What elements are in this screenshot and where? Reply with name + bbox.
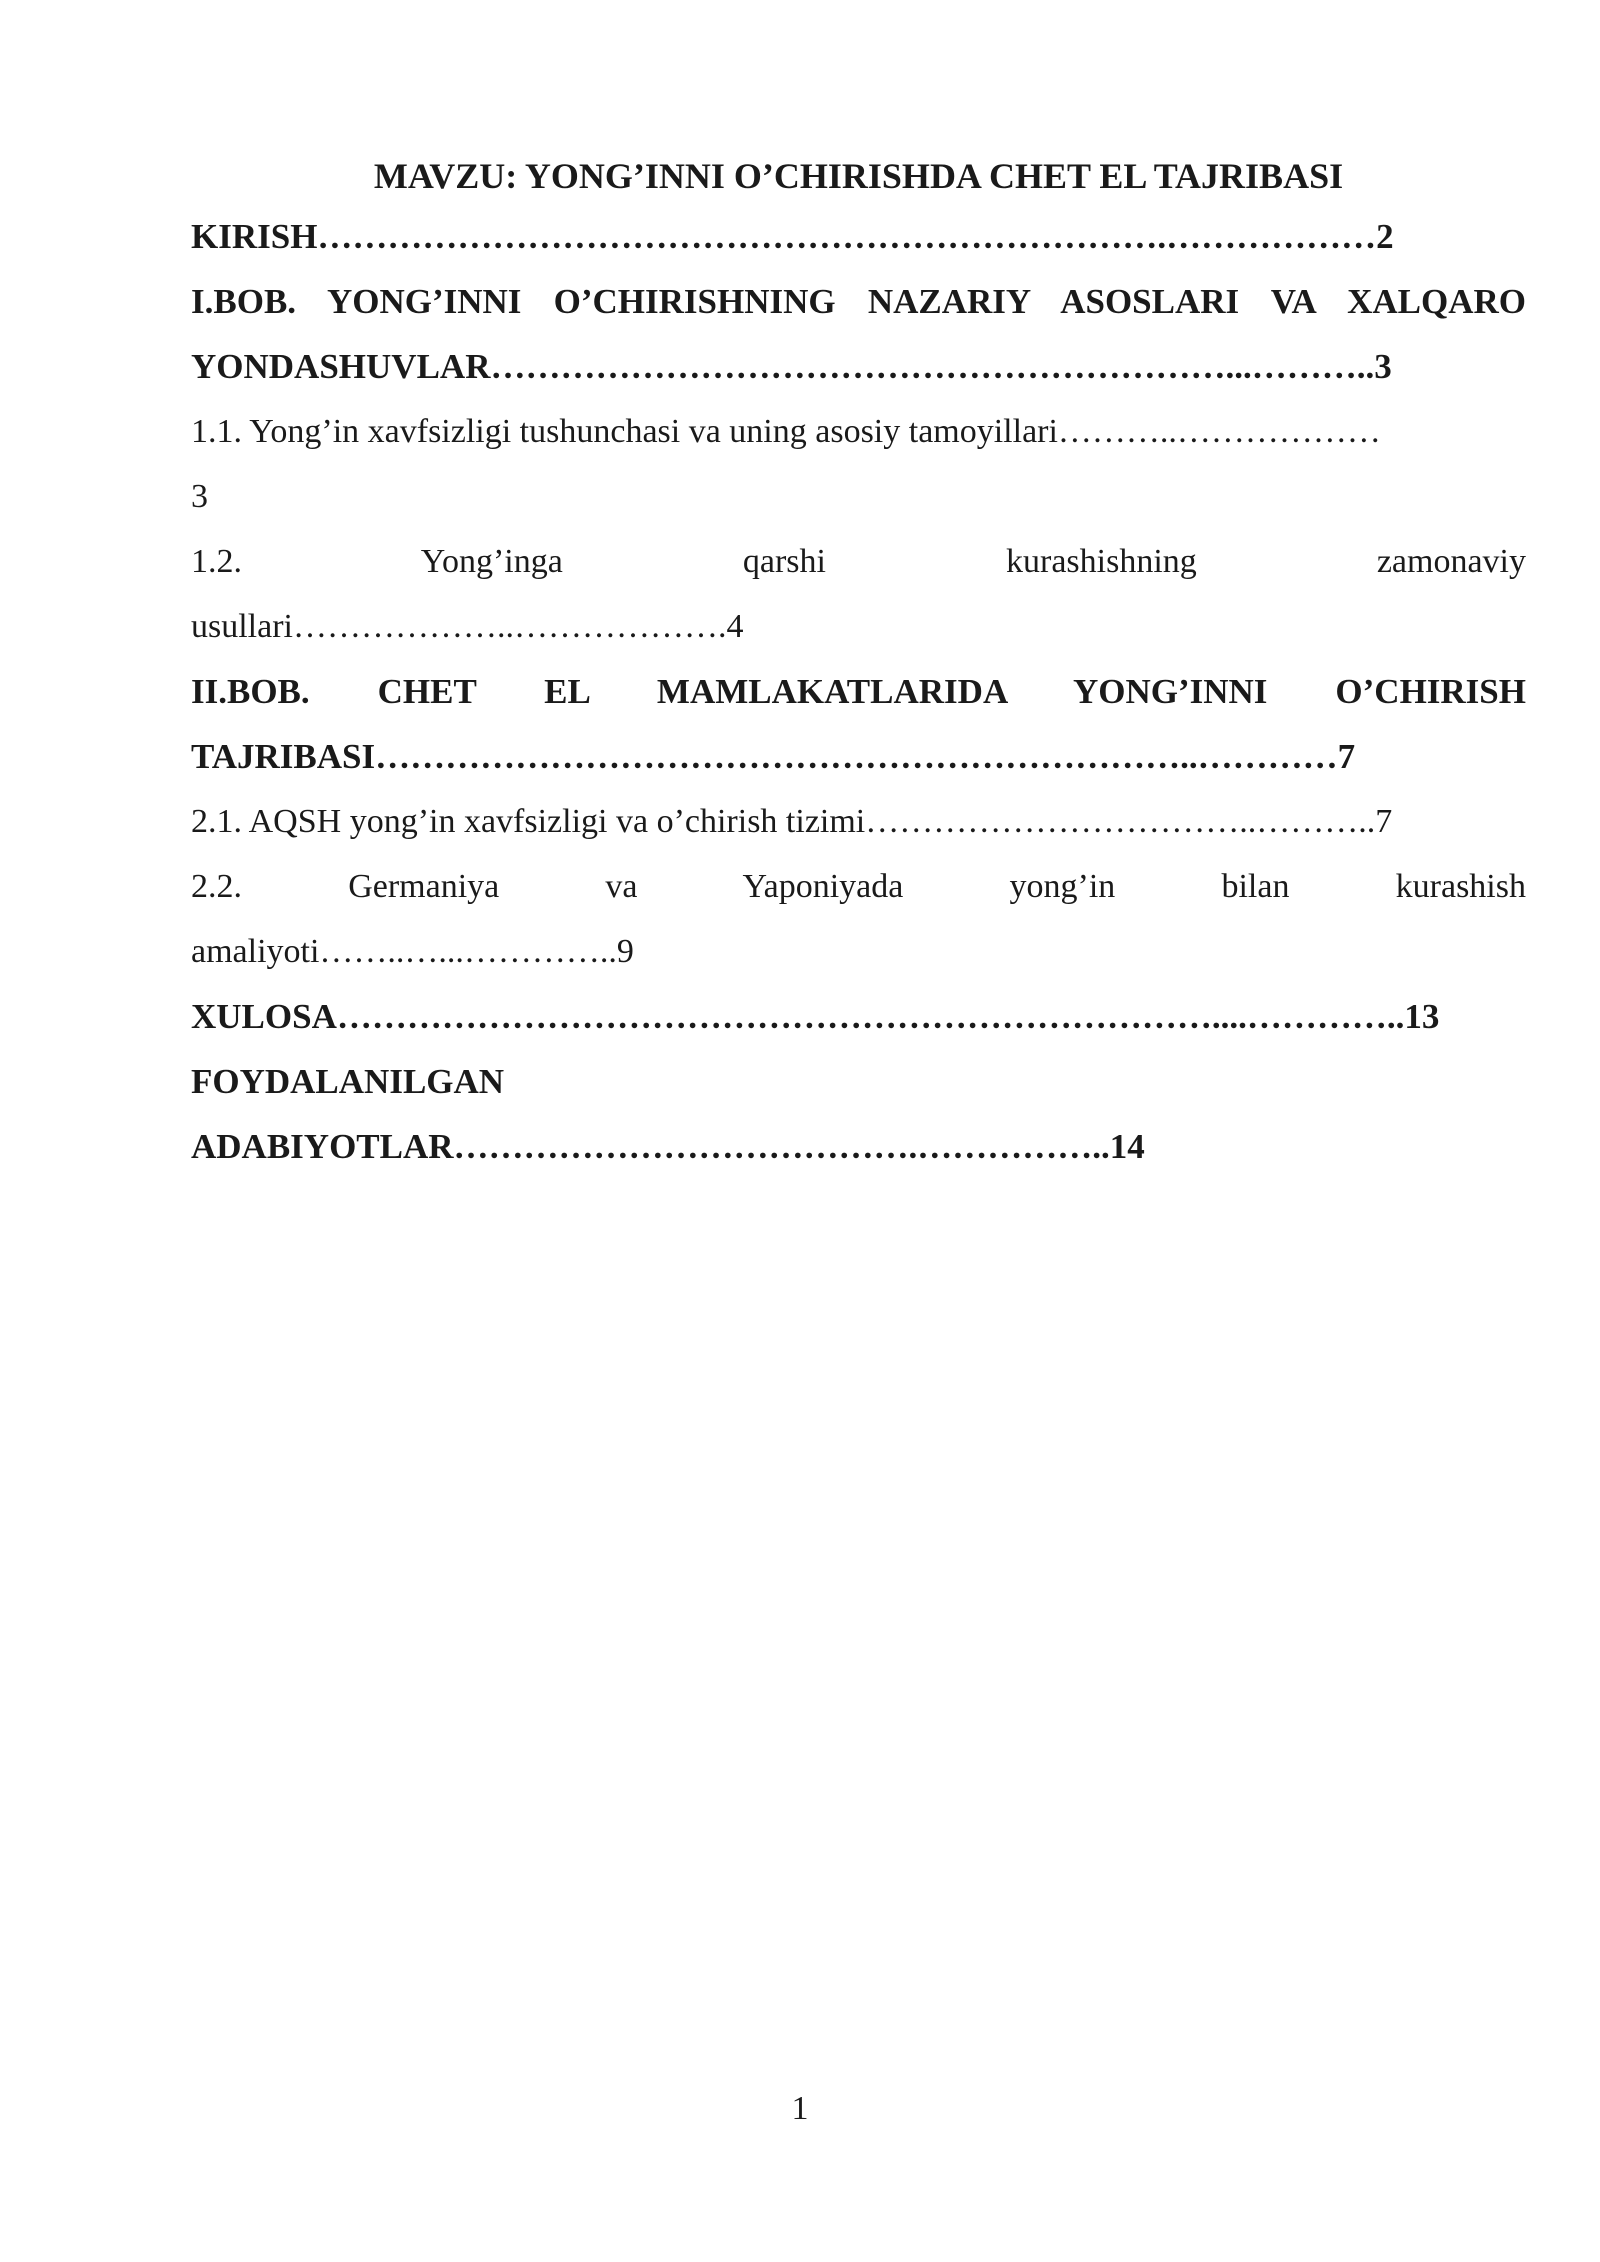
- document-title: MAVZU: YONG’INNI O’CHIRISHDA CHET EL TAJRIBASI: [373, 156, 1344, 196]
- page-number: 1: [791, 2090, 809, 2127]
- toc-entry-foydalanilgan-line2: ADABIYOTLAR………………………………….……………..14: [191, 1127, 1145, 1166]
- table-of-contents: [191, 148, 1526, 1179]
- toc-entry-s11-line1: 1.1. Yong’in xavfsizligi tushunchasi va uning asosiy tamoyillari………..………………: [191, 413, 1381, 450]
- toc-entry-s12-line2: usullari………………..……………….4: [191, 608, 744, 645]
- toc-entry-foydalanilgan-line1: FOYDALANILGAN: [191, 1062, 505, 1101]
- toc-lines: [191, 204, 1526, 1179]
- toc-entry-xulosa: XULOSA…………………………………………………………………....…………..13: [191, 997, 1440, 1036]
- toc-entry-s22-line2: amaliyoti……..…...…………..9: [191, 933, 634, 970]
- toc-entry-s21-line1: 2.1. AQSH yong’in xavfsizligi va o’chirish tizimi……………………………..………..7: [191, 803, 1393, 840]
- toc-entry-bob1-line2: YONDASHUVLAR………………………………………………………...………..3: [191, 347, 1392, 386]
- toc-entry-kirish: KIRISH……………………………………………………………….………………2: [191, 217, 1394, 256]
- toc-entry-bob2-line2: TAJRIBASI……………………………………………………………..…………7: [191, 737, 1356, 776]
- toc-entry-s22-line1: 2.2. Germaniya va Yaponiyada yong’in bilan kurashish: [191, 868, 1526, 905]
- toc-entry-s12-line1: 1.2. Yong’inga qarshi kurashishning zamonaviy: [191, 543, 1526, 580]
- toc-entry-s11-line2: 3: [191, 478, 208, 515]
- toc-entry-bob2-line1: II.BOB. CHET EL MAMLAKATLARIDA YONG’INNI O’CHIRISH: [191, 672, 1526, 711]
- toc-entry-bob1-line1: I.BOB. YONG’INNI O’CHIRISHNING NAZARIY ASOSLARI VA XALQARO: [191, 282, 1526, 321]
